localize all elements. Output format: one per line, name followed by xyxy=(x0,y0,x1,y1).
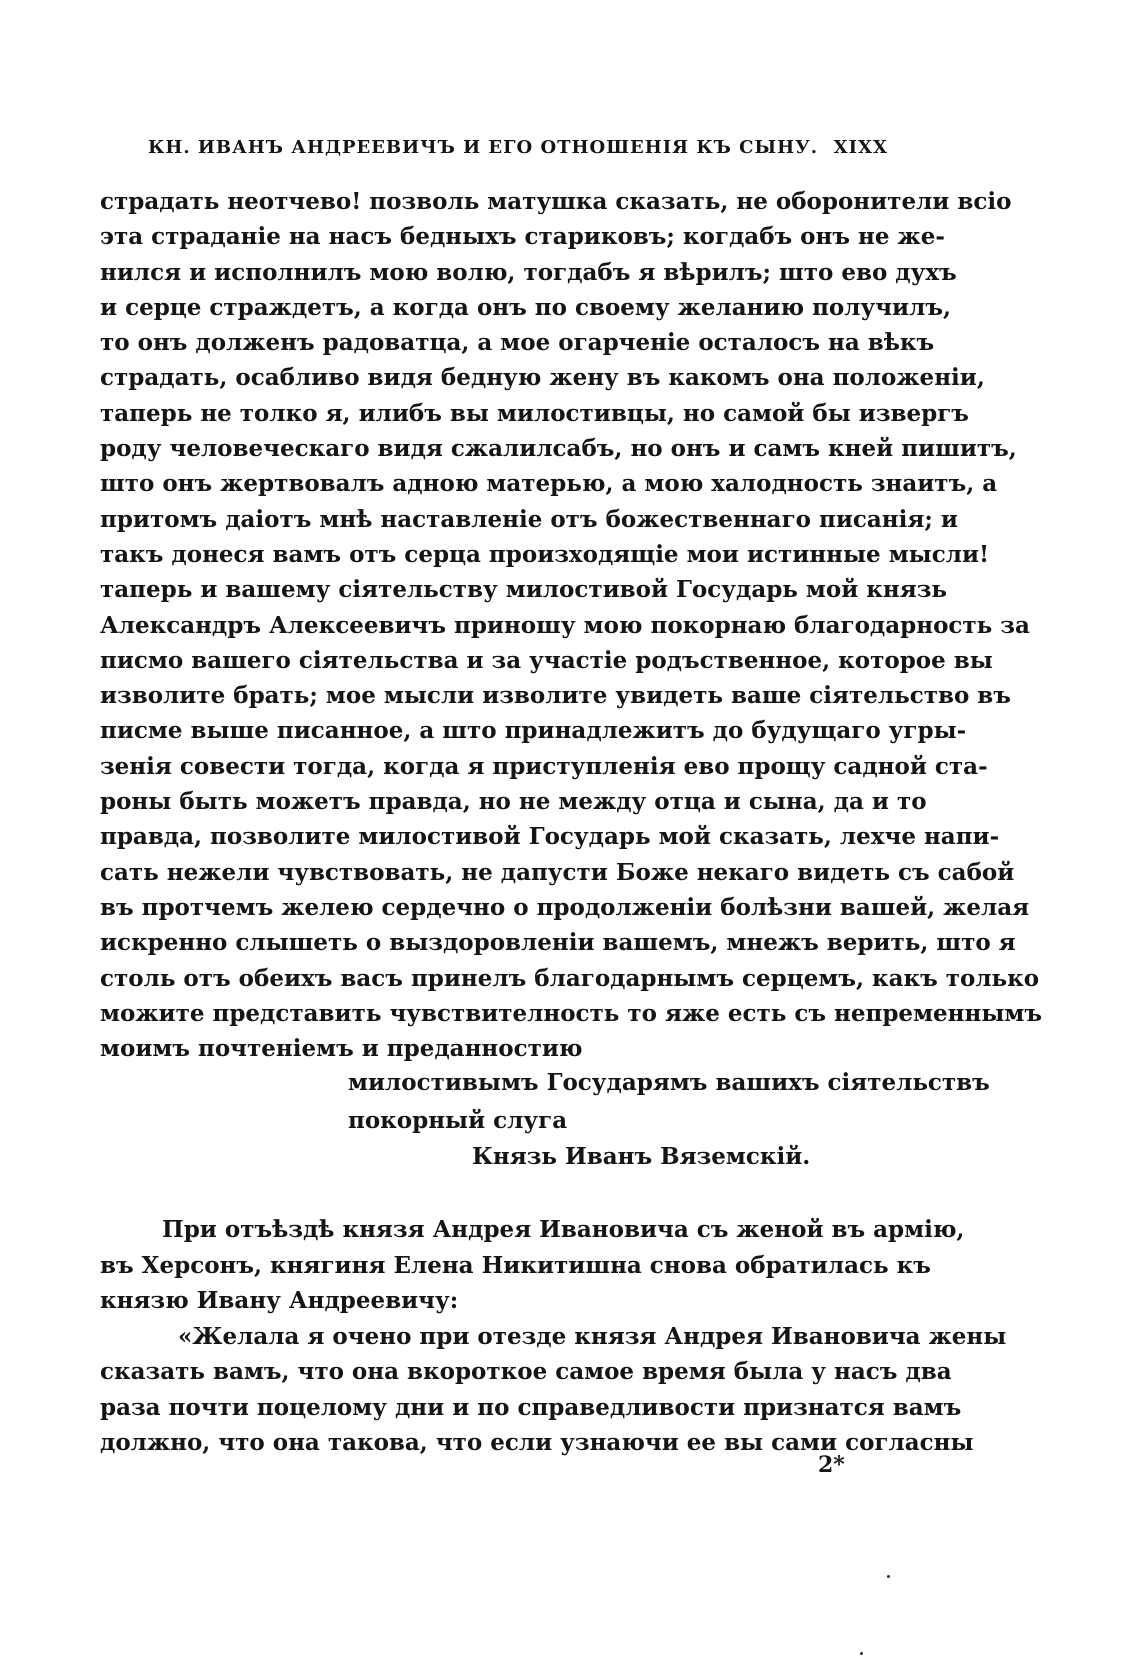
text-line: и серце страждетъ, а когда онъ по своему желанию получилъ, xyxy=(100,293,951,321)
running-head-title: КН. ИВАНЪ АНДРЕЕВИЧЪ И ЕГО ОТНОШЕНІЯ КЪ СЫНУ. xyxy=(148,137,819,158)
text-line: таперь не толко я, илибъ вы милостивцы, но самой бы извергъ xyxy=(100,399,969,427)
text-line: можите представить чувствителность то яже есть съ непременнымъ xyxy=(100,999,1043,1027)
letter-body xyxy=(100,184,1043,1066)
text-line: князю Ивану Андреевичу: xyxy=(100,1287,459,1314)
text-line: искренно слышеть о выздоровленіи вашемъ, мнежъ верить, што я xyxy=(100,929,1016,957)
text-line: притомъ даіотъ мнѣ наставленіе отъ божественнаго писанія; и xyxy=(100,505,958,533)
text-line: сказать вамъ, что она вкороткое самое время была у насъ два xyxy=(100,1358,952,1385)
text-line: изволите брать; мое мысли изволите увидеть ваше сіятельство въ xyxy=(100,682,1011,710)
text-line: нился и исполнилъ мою волю, тогдабъ я вѣрилъ; што ево духъ xyxy=(100,258,957,286)
text-line: должно, что она такова, что если узнаючи ее вы сами согласны xyxy=(100,1429,974,1456)
text-line: въ протчемъ желею сердечно о продолженіи болѣзни вашей, желая xyxy=(100,893,1030,921)
text-line: писмо вашего сіятельства и за участіе родъственное, которое вы xyxy=(100,646,993,674)
page-number: XIXX xyxy=(833,137,888,158)
quote-first-line: «Желала я очено при отезде князя Андрея Ивановича жены xyxy=(178,1322,1007,1350)
text-line: Александръ Алексеевичъ приношу мою покорнаю благодарность за xyxy=(100,611,1030,639)
text-line: раза почти поцелому дни и по справедливости признатся вамъ xyxy=(100,1393,962,1421)
closing-salutation: милостивымъ Государямъ вашихъ сіятельствъ xyxy=(348,1069,990,1096)
text-line: страдать, осабливо видя бедную жену въ какомъ она положеніи, xyxy=(100,364,985,392)
text-line: моимъ почтеніемъ и преданностию xyxy=(100,1035,583,1063)
text-line: што онъ жертвовалъ адною матерью, а мою халодность знаитъ, а xyxy=(100,470,998,498)
text-line: страдать неотчево! позволь матушка сказать, не оборонители всіо xyxy=(100,188,1012,215)
text-line: правда, позволите милостивой Государь мой сказать, лехче напи- xyxy=(100,823,1000,851)
running-head xyxy=(148,137,888,167)
text-line: таперь и вашему сіятельству милостивой Государь мой князь xyxy=(100,576,948,604)
text-line: эта страданіе на насъ бедныхъ стариковъ; когдабъ онъ не же- xyxy=(100,223,945,251)
closing-servant: покорный слуга xyxy=(348,1107,568,1134)
paragraph-first-line: При отъѣздѣ князя Андрея Ивановича съ женой въ армію, xyxy=(162,1216,965,1243)
text-line: то онъ долженъ радоватца, а мое огарченіе осталосъ на вѣкъ xyxy=(100,329,935,357)
text-line: такъ донеся вамъ отъ серца произходящіе мои истинные мысли! xyxy=(100,540,990,568)
text-line: зенія совести тогда, когда я приступленія ево прощу садной ста- xyxy=(100,752,988,780)
text-line: сать нежели чувствовать, не дапусти Боже некаго видеть съ сабой xyxy=(100,858,1015,886)
text-line: столь отъ обеихъ васъ принелъ благодарнымъ серцемъ, какъ только xyxy=(100,964,1040,992)
text-line: роду человеческаго видя сжалилсабъ, но онъ и самъ кней пишитъ, xyxy=(100,435,1017,463)
text-line: писме выше писанное, а што принадлежитъ до будущаго угры- xyxy=(100,717,967,745)
text-line: роны быть можетъ правда, но не между отца и сына, да и то xyxy=(100,788,927,816)
text-line: въ Херсонъ, княгиня Елена Никитишна снова обратилась къ xyxy=(100,1251,931,1279)
narrative-section xyxy=(100,1212,1007,1461)
signatory-name: Князь Иванъ Вяземскій. xyxy=(472,1143,811,1170)
print-speck xyxy=(860,1652,863,1655)
printer-signature-mark: 2* xyxy=(818,1452,845,1478)
print-speck xyxy=(887,1575,890,1578)
